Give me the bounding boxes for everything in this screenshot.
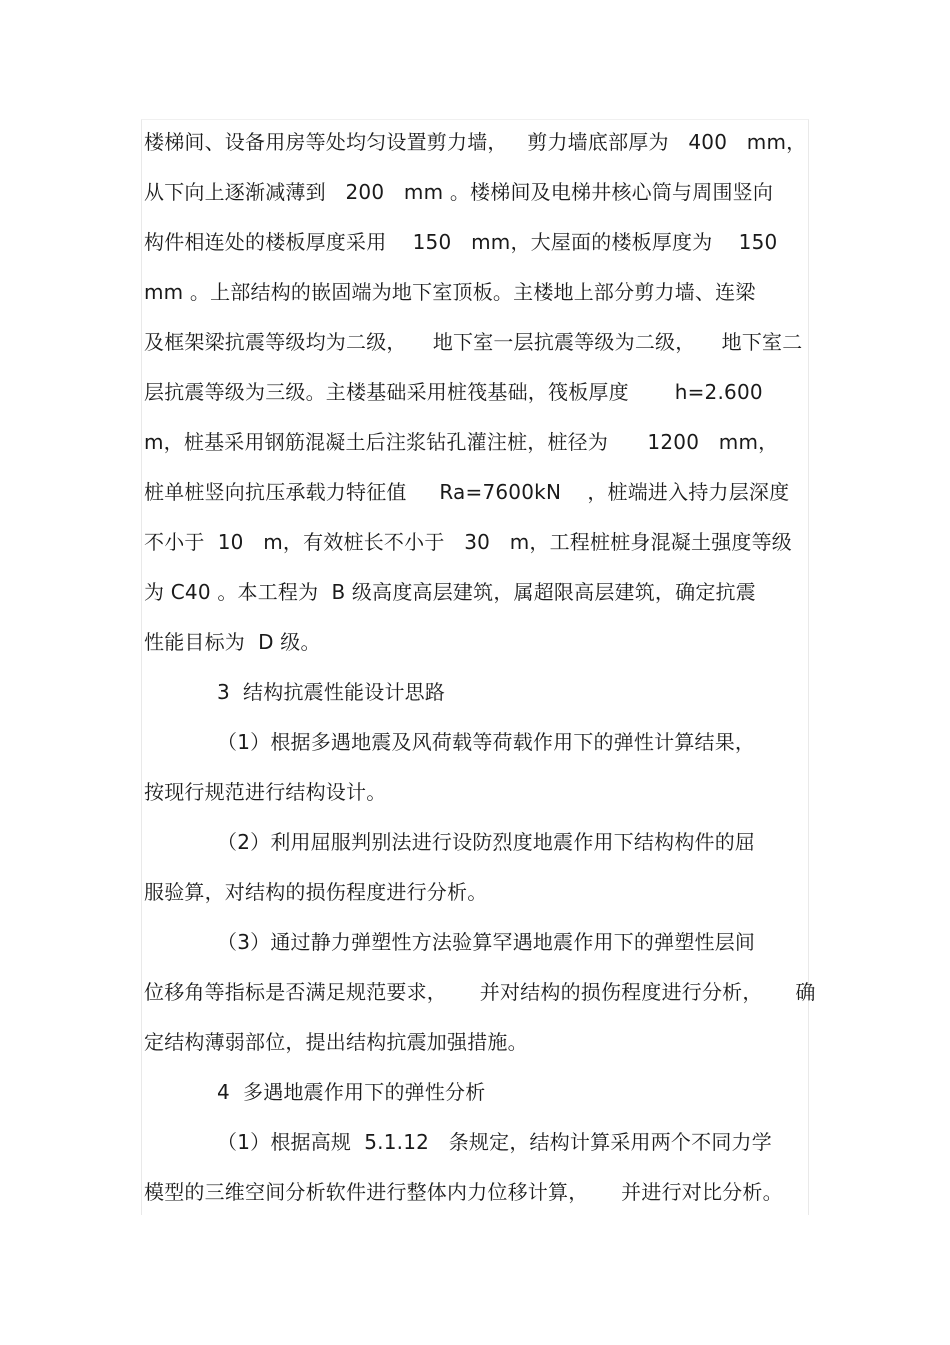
section-heading: 4 多遇地震作用下的弹性分析 <box>217 1080 486 1104</box>
text-line: 楼梯间、设备用房等处均匀设置剪力墙， 剪力墙底部厚为 400 mm， <box>144 130 807 154</box>
text-line: 构件相连处的楼板厚度采用 150 mm，大屋面的楼板厚度为 150 <box>144 230 778 254</box>
text-line: （3）通过静力弹塑性方法验算罕遇地震作用下的弹塑性层间 <box>217 930 756 954</box>
section-heading: 3 结构抗震性能设计思路 <box>217 680 446 704</box>
text-line: 及框架梁抗震等级均为二级， 地下室一层抗震等级为二级， 地下室二 <box>144 330 803 354</box>
text-line: 定结构薄弱部位，提出结构抗震加强措施。 <box>144 1030 528 1054</box>
text-line: 服验算，对结构的损伤程度进行分析。 <box>144 880 488 904</box>
text-line: 层抗震等级为三级。主楼基础采用桩筏基础，筏板厚度 h=2.600 <box>144 380 763 404</box>
text-line: m，桩基采用钢筋混凝土后注浆钻孔灌注桩，桩径为 1200 mm， <box>144 430 779 454</box>
text-line: 不小于 10 m，有效桩长不小于 30 m，工程桩桩身混凝土强度等级 <box>144 530 792 554</box>
text-line: （1）根据多遇地震及风荷载等荷载作用下的弹性计算结果， <box>217 730 756 754</box>
text-line: 按现行规范进行结构设计。 <box>144 780 387 804</box>
text-line: （1）根据高规 5.1.12 条规定，结构计算采用两个不同力学 <box>217 1130 772 1154</box>
text-line: 性能目标为 D 级。 <box>144 630 321 654</box>
text-line: 为 C40 。本工程为 B 级高度高层建筑，属超限高层建筑，确定抗震 <box>144 580 756 604</box>
text-line: mm 。上部结构的嵌固端为地下室顶板。主楼地上部分剪力墙、连梁 <box>144 280 756 304</box>
text-line: 桩单桩竖向抗压承载力特征值 Ra=7600kN ，桩端进入持力层深度 <box>144 480 790 504</box>
text-line: 位移角等指标是否满足规范要求， 并对结构的损伤程度进行分析， 确 <box>144 980 816 1004</box>
text-line: 模型的三维空间分析软件进行整体内力位移计算， 并进行对比分析。 <box>144 1180 783 1204</box>
text-line: （2）利用屈服判别法进行设防烈度地震作用下结构构件的屈 <box>217 830 756 854</box>
text-line: 从下向上逐渐减薄到 200 mm 。楼梯间及电梯井核心筒与周围竖向 <box>144 180 774 204</box>
